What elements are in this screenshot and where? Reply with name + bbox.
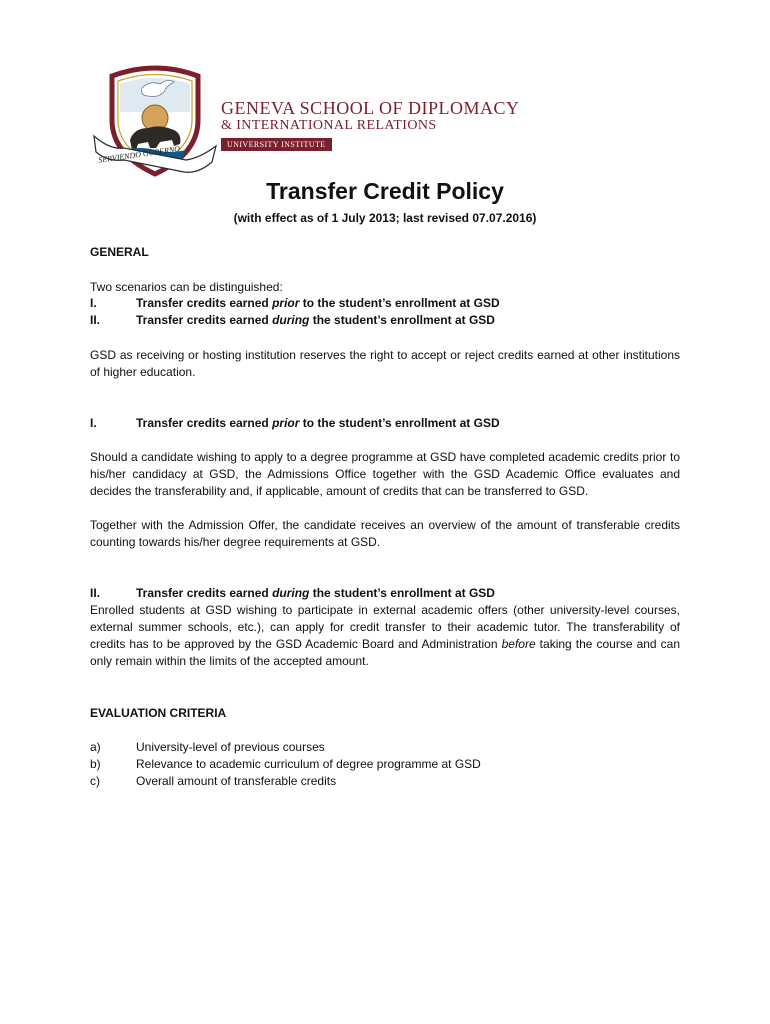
criteria-letter: c) <box>90 774 100 788</box>
scenario-text-pre: Transfer credits earned <box>136 313 273 327</box>
section-number: I. <box>90 416 97 430</box>
section-title-post: the student’s enrollment at GSD <box>309 586 495 600</box>
section-2-heading <box>90 585 495 602</box>
section-title-post: to the student’s enrollment at GSD <box>299 416 500 430</box>
document-title: Transfer Credit Policy <box>266 178 504 204</box>
section-2-text-pre: Enrolled students at GSD wishing to participate in external academic offers (other university-level courses, external summer schools, etc.), can apply for credit transfer to their academic tutor. The transferability of credits has to be approved by the GSD Academic Board and Administration <box>90 603 680 651</box>
scenario-number: I. <box>90 296 97 310</box>
brand-bar: UNIVERSITY INSTITUTE <box>221 138 332 151</box>
section-title-emphasis: during <box>272 586 310 600</box>
section-2-paragraph <box>90 602 680 670</box>
criteria-text: University-level of previous courses <box>136 740 325 754</box>
section-2-text-post: taking the course and can only remain within the limits of the accepted amount. <box>90 637 681 668</box>
scenario-number: II. <box>90 313 101 327</box>
section-1-paragraph-1: Should a candidate wishing to apply to a degree programme at GSD have completed academic credits prior to his/her candidacy at GSD, the Admissions Office together with the GSD Academic Office evaluates and decides the transferability and, if applicable, amount of credits that can be transferred to GSD. <box>90 450 680 498</box>
criteria-text: Overall amount of transferable credits <box>136 774 337 788</box>
section-title-emphasis: prior <box>272 416 300 430</box>
criteria-item <box>90 773 336 790</box>
section-title-pre: Transfer credits earned <box>136 416 273 430</box>
criteria-letter: b) <box>90 757 101 771</box>
section-number: II. <box>90 586 101 600</box>
section-title-pre: Transfer credits earned <box>136 586 273 600</box>
brand-line-1: GENEVA SCHOOL OF DIPLOMACY <box>221 98 520 118</box>
section-1-heading <box>90 415 500 432</box>
brand-line-2: & INTERNATIONAL RELATIONS <box>221 118 437 133</box>
scenario-text-emphasis: during <box>272 313 310 327</box>
section-2-text-emphasis: before <box>501 637 536 651</box>
seal-motto: SERVIENDO GUBERNO <box>97 144 181 165</box>
general-paragraph: GSD as receiving or hosting institution reserves the right to accept or reject credits earned at other institutions of higher education. <box>90 348 680 379</box>
scenario-item <box>90 312 495 329</box>
institution-brand <box>221 98 520 152</box>
document-subtitle: (with effect as of 1 July 2013; last revised 07.07.2016) <box>233 211 537 225</box>
scenario-text-pre: Transfer credits earned <box>136 296 273 310</box>
criteria-text: Relevance to academic curriculum of degree programme at GSD <box>136 757 481 771</box>
criteria-item <box>90 756 481 773</box>
intro-text: Two scenarios can be distinguished: <box>90 280 283 294</box>
scenario-item <box>90 295 500 312</box>
criteria-letter: a) <box>90 740 101 754</box>
criteria-heading: EVALUATION CRITERIA <box>90 706 227 720</box>
criteria-item <box>90 739 325 756</box>
scenario-text-emphasis: prior <box>272 296 300 310</box>
scenario-text-post: the student’s enrollment at GSD <box>309 313 495 327</box>
section-1-paragraph-2: Together with the Admission Offer, the candidate receives an overview of the amount of transferable credits counting towards his/her degree requirements at GSD. <box>90 518 680 549</box>
general-heading: GENERAL <box>90 245 149 259</box>
scenario-text-post: to the student’s enrollment at GSD <box>299 296 500 310</box>
